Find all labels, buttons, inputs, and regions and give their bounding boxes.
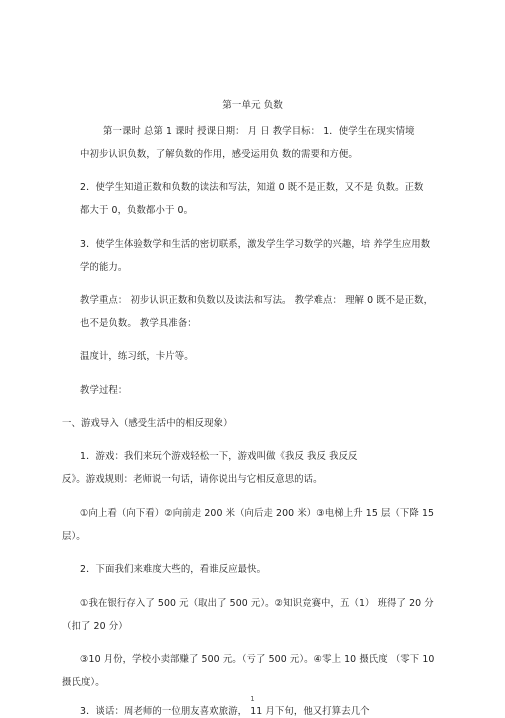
text-line: 中初步认识负数，了解负数的作用，感受运用负 数的需要和方便。: [80, 149, 358, 160]
text-line: 也不是负数。 教学具准备：: [80, 318, 197, 329]
text-line: 2．使学生知道正数和负数的读法和写法，知道 0 既不是正数，又不是 负数。正数: [80, 182, 424, 193]
text-line: 一、游戏导入（感受生活中的相反现象）: [62, 418, 233, 429]
text-line: （扣了 20 分）: [62, 621, 128, 632]
text-line: 3．使学生体验数学和生活的密切联系，激发学生学习数学的兴趣，培 养学生应用数: [80, 239, 431, 250]
text-line: 教学重点： 初步认识正数和负数以及读法和写法。 教学难点： 理解 0 既不是正数，: [80, 295, 434, 306]
page-number: 1: [250, 695, 255, 703]
text-line: 学的能力。: [80, 262, 128, 273]
text-line: 都大于 0，负数都小于 0。: [80, 205, 194, 216]
text-line: 2．下面我们来难度大些的，看谁反应最快。: [80, 564, 267, 575]
text-line: 教学过程：: [80, 385, 128, 396]
text-line: 反》。游戏规则：老师说一句话，请你说出与它相反意思的话。: [62, 474, 323, 485]
text-line: ①向上看（向下看）②向前走 200 米（向后走 200 米）③电梯上升 15 层（下降 15: [80, 508, 435, 519]
page-title: 第一单元 负数: [222, 100, 283, 111]
text-line: 温度计，练习纸，卡片等。: [80, 351, 194, 362]
text-line: 1．游戏：我们来玩个游戏轻松一下，游戏叫做《我反 我反 我反反: [80, 451, 358, 462]
text-line: 3．谈话：周老师的一位朋友喜欢旅游， 11 月下旬，他又打算去几个: [80, 706, 370, 717]
text-line: ①我在银行存入了 500 元（取出了 500 元）。②知识竞赛中，五（1） 班得了 20 分: [80, 598, 434, 609]
text-line: 摄氏度）。: [62, 677, 105, 688]
text-line: 层）。: [62, 531, 86, 542]
text-line: 第一课时 总第 1 课时 授课日期： 月 日 教学目标： 1．使学生在现实情境: [103, 126, 415, 137]
text-line: ③10 月份，学校小卖部赚了 500 元。（亏了 500 元）。④零上 10 摄氏度 （零下 10: [80, 654, 435, 665]
